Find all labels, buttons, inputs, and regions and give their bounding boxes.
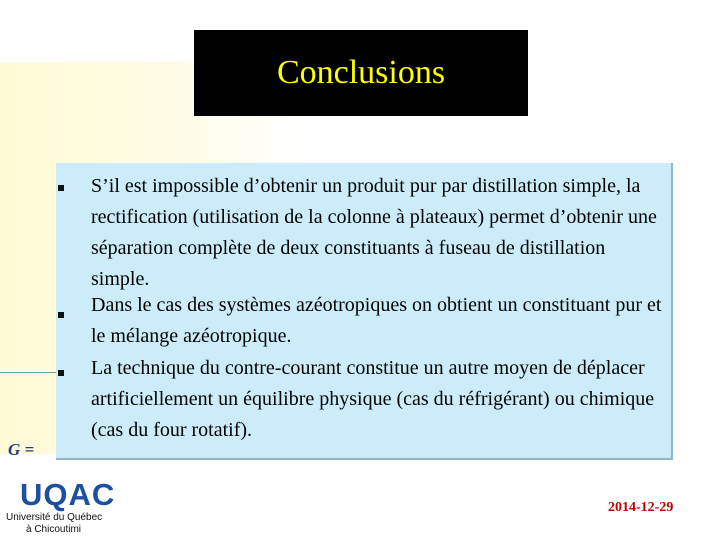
formula-fragment: G = xyxy=(8,440,35,459)
slide-title-box xyxy=(194,30,528,116)
bullet-icon xyxy=(58,185,64,191)
bullet-icon xyxy=(58,312,64,318)
bullet-text-3: La technique du contre-courant constitue un autre moyen de déplacer artificiellement un équilibre physique (cas du réfrigérant) ou chimique (cas du four rotatif). xyxy=(91,357,655,441)
logo-line-2: à Chicoutimi xyxy=(26,524,82,535)
uqac-logo xyxy=(4,478,122,538)
bullet-icon xyxy=(58,370,64,376)
logo-line-1: Université du Québec xyxy=(6,512,103,523)
slide-title: Conclusions xyxy=(276,54,446,91)
logo-mark: UQAC xyxy=(20,477,116,512)
bullet-text-2: Dans le cas des systèmes azéotropiques on obtient un constituant pur et le mélange azéotropique. xyxy=(91,294,662,347)
slide-date: 2014-12-29 xyxy=(608,500,674,515)
bullet-text-1: S’il est impossible d’obtenir un produit pur par distillation simple, la rectification (utilisation de la colonne à plateaux) permet d’obtenir une séparation complète de deux constituants à fuseau de distillation simple. xyxy=(91,175,657,290)
